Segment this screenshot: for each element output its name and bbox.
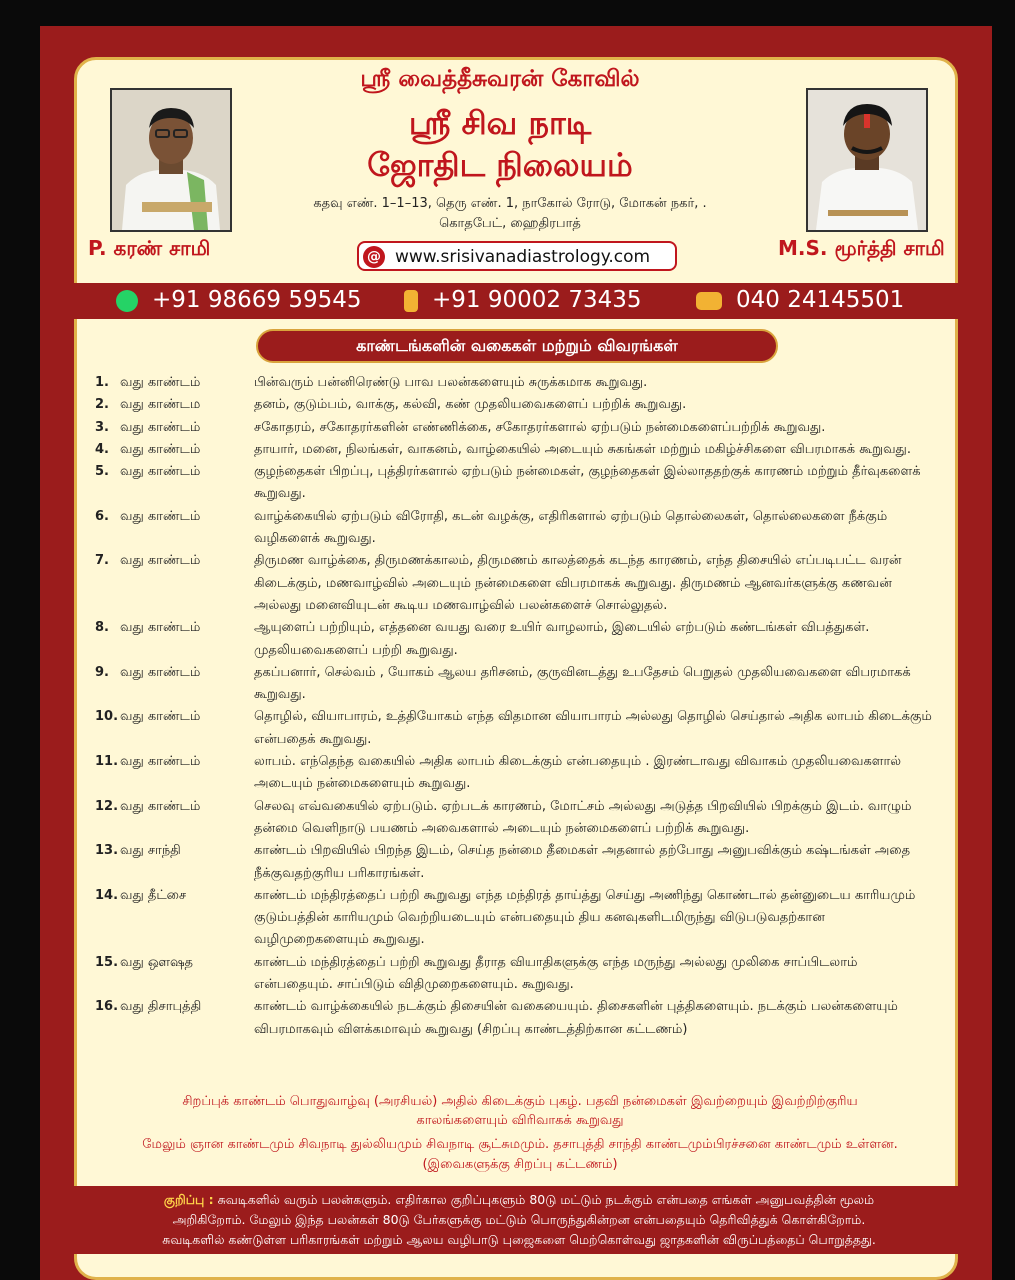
note-line-2: அறிகிறோம். மேலும் இந்த பலன்கள் 80டு பேர்களுக்கு மட்டும் பொருந்துகின்றன என்பதையும் தெரிவித்துக் கொள்கிறோம். <box>172 1212 866 1227</box>
note-box <box>74 1186 958 1254</box>
item-description: செலவு எவ்வகையில் ஏற்படும். ஏற்படக் காரணம், மோட்சம் அல்லது அடுத்த பிறவியில் பிறக்கும் இடம். வாழும் தன்மை வெளிநாடு பயணம் அவைகளால் அடையும் நன்மைகளைப் பற்றிக் கூறுவது. <box>254 798 912 836</box>
item-description: காண்டம் மந்திரத்தைப் பற்றி கூறுவது தீராத வியாதிகளுக்கு எந்த மருந்து அல்லது முலிகை சாப்பிடலாம் என்பதையும். சாப்பிடும் விதிமுறைகளையும். கூறுவது. <box>254 954 858 993</box>
item-number: 3. <box>95 419 109 435</box>
address <box>250 194 770 234</box>
list-item <box>90 662 950 707</box>
item-label: வது காண்டம் <box>120 464 201 480</box>
item-number: 5. <box>95 464 109 480</box>
item-description: தாயார், மனை, நிலங்கள், வாகனம், வாழ்கையில் அடையும் சுகங்கள் மற்றும் மகிழ்ச்சிகளை விபரமாகக் கூறுவது. <box>254 441 911 457</box>
item-label: வது காண்டம் <box>120 620 201 636</box>
item-description: தனம், குடும்பம், வாக்கு, கல்வி, கண் முதலியவைகளைப் பற்றிக் கூறுவது. <box>254 397 687 413</box>
section-banner: காண்டங்களின் வகைகள் மற்றும் விவரங்கள் <box>256 329 778 363</box>
item-number: 12. <box>95 798 119 814</box>
item-label: வது தீட்சை <box>120 887 187 903</box>
phone-number-2[interactable]: +91 90002 73435 <box>432 287 642 313</box>
item-number: 16. <box>95 999 119 1015</box>
item-label: வது காண்டம் <box>120 664 201 680</box>
item-label: வது காண்டம் <box>120 709 201 725</box>
item-number: 2. <box>95 397 109 413</box>
special-line-2: காலங்களையும் விரிவாகக் கூறுவது <box>416 1113 624 1128</box>
note-line-3: சுவடிகளில் கண்டுள்ள பரிகாரங்கள் மற்றும் ஆலய வழிபாடு புஜைகளை மெற்கொள்வது ஜாதகளின் விருப்பத்தைப் பொறுத்தது. <box>162 1232 876 1247</box>
item-number: 14. <box>95 887 119 903</box>
name-left: P. கரண் சாமி <box>88 236 211 260</box>
item-description: சகோதரம், சகோதரர்களின் எண்ணிக்கை, சகோதரர்களால் ஏற்படும் நன்மைகளைப்பற்றிக் கூறுவது. <box>254 419 826 435</box>
item-description: காண்டம் வாழ்க்கையில் நடக்கும் திசையின் வகையையும். திசைகளின் புத்திகளையும். நடக்கும் பலன்களையும் விபரமாகவும் விளக்கமாவும் கூறுவது (சிறப்பு காண்டத்திற்கான கட்டணம்) <box>254 999 898 1037</box>
temple-title: ஸ்ரீ வைத்தீசுவரன் கோவில் <box>360 66 640 92</box>
item-label: வது காண்டம் <box>120 553 201 569</box>
item-description: ஆயுளைப் பற்றியும், எத்தனை வயது வரை உயிர் வாழலாம், இடையில் எற்படும் கண்டங்கள் விபத்துகள். முதலியவைகளைப் பற்றி கூறுவது. <box>254 620 870 658</box>
list-item <box>90 706 950 751</box>
item-label: வது காண்டம் <box>120 798 201 814</box>
note-line-1: சுவடிகளில் வரும் பலன்களும். எதிர்கால குறிப்புகளும் 80டு மட்டும் நடக்கும் என்பதை எங்கள் அனுபவத்தின் மூலம் <box>217 1192 875 1207</box>
phone-bar <box>74 283 958 319</box>
list-item <box>90 885 950 952</box>
item-label: வது சாந்தி <box>120 843 181 859</box>
item-number: 10. <box>95 709 119 725</box>
phone-whatsapp[interactable] <box>116 287 362 313</box>
list-item <box>90 550 950 617</box>
item-number: 9. <box>95 664 109 680</box>
list-item <box>90 417 950 439</box>
photo-murthy-samy <box>806 88 928 232</box>
at-icon: @ <box>363 246 385 268</box>
phone-mobile[interactable] <box>404 287 642 313</box>
website-link[interactable] <box>357 241 677 271</box>
item-number: 6. <box>95 508 109 524</box>
center-subtitle: ஜோதிட நிலையம் <box>367 146 633 184</box>
list-item <box>90 617 950 662</box>
special-line-4: (இவைகளுக்கு சிறப்பு கட்டணம்) <box>422 1157 618 1172</box>
item-number: 15. <box>95 954 119 970</box>
item-number: 13. <box>95 843 119 859</box>
list-item <box>90 840 950 885</box>
kandam-list <box>90 372 950 1041</box>
item-description: காண்டம் மந்திரத்தைப் பற்றி கூறுவது எந்த மந்திரத் தாய்த்து செய்து அணிந்து கொண்டால் தன்னுடைய காரியமும் குடும்பத்தின் காரியமும் வெற்றியடையும் என்பதையும் திய கனவுகளிடமிருந்து விடுபடுவதற்கான வழிமுறைகளையும் கூறுவது. <box>254 887 916 948</box>
name-right: M.S. மூர்த்தி சாமி <box>778 236 945 260</box>
center-title: ஸ்ரீ சிவ நாடி <box>408 104 592 142</box>
list-item <box>90 796 950 841</box>
list-item <box>90 996 950 1041</box>
item-label: வது காண்டம் <box>120 419 201 435</box>
item-number: 7. <box>95 553 109 569</box>
list-item <box>90 751 950 796</box>
list-item <box>90 394 950 416</box>
phone-landline[interactable] <box>696 287 904 313</box>
whatsapp-icon <box>116 290 138 312</box>
item-description: குழந்தைகள் பிறப்பு, புத்திரர்களால் ஏற்படும் நன்மைகள், குழந்தைகள் இல்லாததற்குக் காரணம் மற்றும் தீர்வுகளைக் கூறுவது. <box>254 464 921 502</box>
list-item <box>90 952 950 997</box>
list-item <box>90 439 950 461</box>
telephone-icon <box>696 292 722 310</box>
item-label: வது காண்டம் <box>120 754 201 770</box>
item-label: வது காண்டம <box>120 397 201 413</box>
item-description: காண்டம் பிறவியில் பிறந்த இடம், செய்த நன்மை தீமைகள் அதனால் தற்போது அனுபவிக்கும் கஷ்டங்கள் அதை நீக்குவதற்குரிய பரிகாரங்கள். <box>254 843 911 881</box>
item-description: தொழில், வியாபாரம், உத்தியோகம் எந்த விதமான வியாபாரம் அல்லது தொழில் செய்தால் அதிக லாபம் கிடைக்கும் என்பதைக் கூறுவது. <box>254 709 932 747</box>
address-line-1: கதவு எண். 1–1–13, தெரு எண். 1, நாகோல் ரோடு, மோகன் நகர், . <box>313 196 707 211</box>
item-label: வது திசாபுத்தி <box>120 999 202 1015</box>
item-description: வாழ்க்கையில் ஏற்படும் விரோதி, கடன் வழக்கு, எதிரிகளால் ஏற்படும் தொல்லைகள், தொல்லைகளை நீக்கும் வழிகளைக் கூறுவது. <box>254 508 888 547</box>
photo-karan-samy <box>110 88 232 232</box>
website-url[interactable]: www.srisivanadiastrology.com <box>395 247 651 267</box>
list-item <box>90 506 950 551</box>
item-description: பின்வரும் பன்னிரெண்டு பாவ பலன்களையும் சுருக்கமாக கூறுவது. <box>254 375 648 390</box>
item-description: தகப்பனார், செல்வம் , யோகம் ஆலய தரிசனம், குருவினடத்து உபதேசம் பெறுதல் முதலியவைகளை விபரமாகக் கூறுவது. <box>254 664 911 703</box>
note-key: குறிப்பு : <box>163 1192 214 1207</box>
phone-number-3[interactable]: 040 24145501 <box>736 287 905 313</box>
item-description: திருமண வாழ்க்கை, திருமணக்காலம், திருமணம் காலத்தைக் கடந்த காரணம், எந்த திசையில் எப்படிபட்ட வரன் கிடைக்கும், மணவாழ்வில் அடையும் நன்மைகளை விபரமாகக் கூறுவது. திருமணம் ஆனவர்களுக்கு கணவன் அல்லது மனைவியுடன் கூடிய மணவாழ்வில் பலன்களைச் சொல்லுதல். <box>254 553 902 613</box>
address-line-2: கொதபேட், ஹைதிரபாத் <box>439 216 581 231</box>
item-number: 4. <box>95 441 109 457</box>
item-label: வது காண்டம் <box>120 508 201 524</box>
mobile-phone-icon <box>404 290 418 312</box>
item-description: லாபம். எந்தெந்த வகையில் அதிக லாபம் கிடைக்கும் என்பதையும் . இரண்டாவது விவாகம் முதலியவைகளால் அடையும் நன்மைகளையும் கூறுவது. <box>254 754 902 792</box>
item-label: வது ஔஷத <box>120 954 194 970</box>
special-line-3: மேலும் ஞான காண்டமும் சிவநாடி துல்லியமும் சிவநாடி சூட்சுமமும். தசாபுத்தி சாந்தி காண்டமும்பிரச்சனை காண்டமும் உள்ளன. <box>142 1137 898 1152</box>
item-label: வது காண்டம் <box>120 375 201 390</box>
list-item <box>90 372 950 394</box>
special-line-1: சிறப்புக் காண்டம் பொதுவாழ்வு (அரசியல்) அதில் கிடைக்கும் புகழ். பதவி நன்மைகள் இவற்றையும் இவற்றிற்குரிய <box>182 1094 858 1109</box>
item-number: 8. <box>95 620 109 636</box>
item-label: வது காண்டம் <box>120 441 201 457</box>
list-item <box>90 461 950 506</box>
item-number: 1. <box>95 375 109 390</box>
phone-number-1[interactable]: +91 98669 59545 <box>152 287 362 313</box>
item-number: 11. <box>95 754 119 770</box>
